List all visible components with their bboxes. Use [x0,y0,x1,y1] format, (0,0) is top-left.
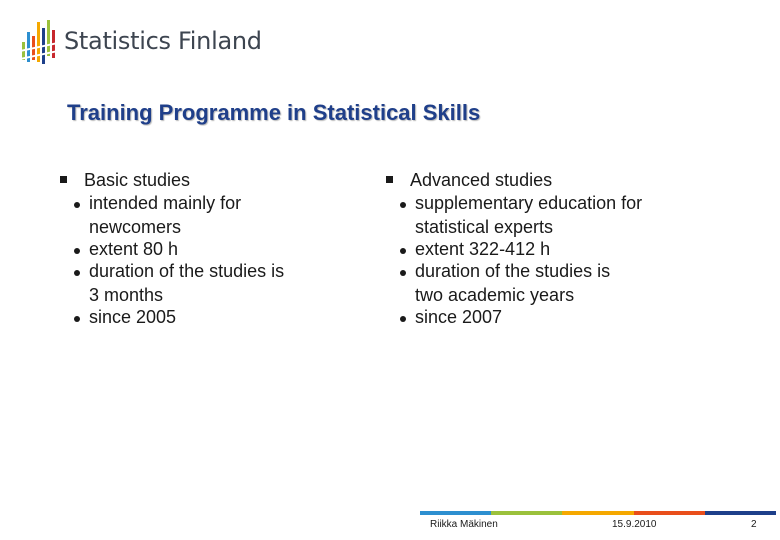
footer-bar-segment [562,511,633,515]
footer-bar-segment [420,511,491,515]
footer-bar-segment [491,511,562,515]
list-item: since 2007 [386,305,686,329]
round-bullet-icon [400,248,406,254]
logo [20,18,320,70]
list-item: intended mainly for newcomers [60,191,360,239]
round-bullet-icon [74,248,80,254]
footer-bar-segment [705,511,776,515]
advanced-studies-column [386,167,686,329]
list-item: since 2005 [60,305,360,329]
basic-studies-list [60,191,360,329]
list-item: extent 80 h [60,237,360,261]
round-bullet-icon [400,270,406,276]
advanced-studies-list [386,191,686,329]
list-item: duration of the studies is 3 months [60,259,360,307]
basic-studies-label: Basic studies [84,170,191,190]
basic-studies-heading [60,167,360,193]
list-item: duration of the studies is two academic years [386,259,686,307]
bar-mark-logo-icon [20,18,60,70]
footer-author: Riikka Mäkinen [430,519,498,530]
slide-title: Training Programme in Statistical Skills [67,100,481,125]
list-item: extent 322-412 h [386,237,686,261]
brand-name: Statistics Finland [64,27,262,55]
list-item: supplementary education for statistical experts [386,191,686,239]
square-bullet-icon [386,176,393,183]
round-bullet-icon [74,270,80,276]
footer-color-bar [420,511,776,515]
page-number: 2 [751,519,757,530]
square-bullet-icon [60,176,67,183]
advanced-studies-label: Advanced studies [410,170,553,190]
round-bullet-icon [74,316,80,322]
round-bullet-icon [400,202,406,208]
round-bullet-icon [400,316,406,322]
footer-date: 15.9.2010 [612,519,657,530]
basic-studies-column [60,167,360,329]
footer-bar-segment [634,511,705,515]
round-bullet-icon [74,202,80,208]
advanced-studies-heading [386,167,686,193]
